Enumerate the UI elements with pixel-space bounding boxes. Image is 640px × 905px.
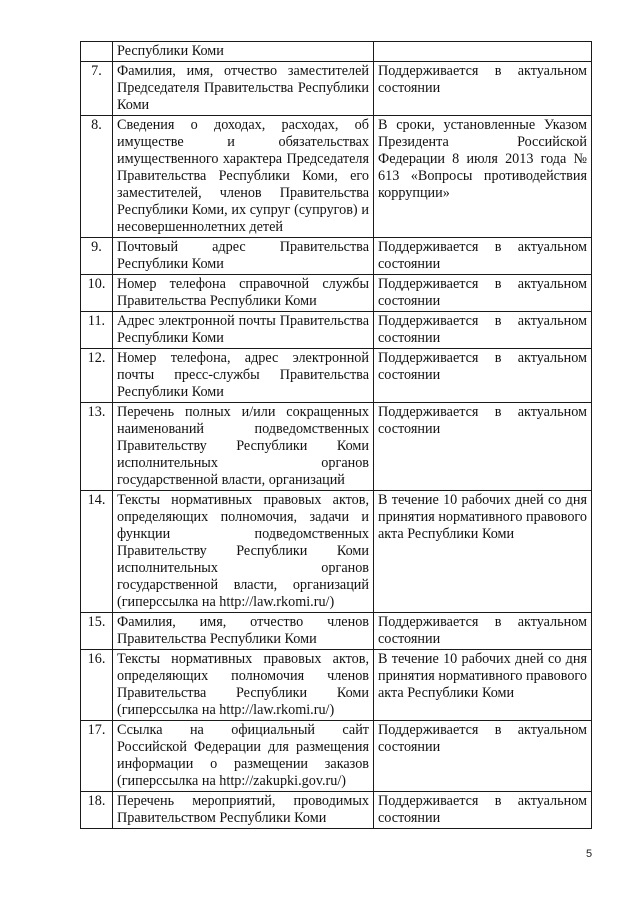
row-number: 14. [81, 491, 113, 613]
row-number: 8. [81, 116, 113, 238]
row-number: 16. [81, 650, 113, 721]
table-row [81, 349, 592, 403]
update-term: В течение 10 рабочих дней со дня принятия нормативного правового акта Республики Коми [374, 650, 592, 721]
info-name: Тексты нормативных правовых актов, определяющих полномочия, задачи и функции подведомственных Правительству Республики Коми исполнительных органов государственной власти, организаций (гиперссылка на http://law.rkomi.ru/) [113, 491, 374, 613]
table-row [81, 650, 592, 721]
table-row [81, 312, 592, 349]
row-number: 9. [81, 238, 113, 275]
update-term: Поддерживается в актуальном состоянии [374, 403, 592, 491]
row-number: 18. [81, 792, 113, 829]
update-term: Поддерживается в актуальном состоянии [374, 792, 592, 829]
info-name: Перечень мероприятий, проводимых Правительством Республики Коми [113, 792, 374, 829]
info-name: Фамилия, имя, отчество членов Правительства Республики Коми [113, 613, 374, 650]
info-name: Перечень полных и/или сокращенных наименований подведомственных Правительству Республики Коми исполнительных органов государственной власти, организаций [113, 403, 374, 491]
info-name: Республики Коми [113, 42, 374, 62]
update-term: В течение 10 рабочих дней со дня принятия нормативного правового акта Республики Коми [374, 491, 592, 613]
row-number: 15. [81, 613, 113, 650]
update-term: Поддерживается в актуальном состоянии [374, 62, 592, 116]
table-row [81, 238, 592, 275]
update-term: Поддерживается в актуальном состоянии [374, 238, 592, 275]
info-name: Номер телефона, адрес электронной почты пресс-службы Правительства Республики Коми [113, 349, 374, 403]
update-term: В сроки, установленные Указом Президента Российской Федерации 8 июля 2013 года № 613 «Вопросы противодействия коррупции» [374, 116, 592, 238]
row-number [81, 42, 113, 62]
table-row [81, 62, 592, 116]
info-name: Почтовый адрес Правительства Республики Коми [113, 238, 374, 275]
row-number: 13. [81, 403, 113, 491]
page-number: 5 [586, 848, 593, 860]
row-number: 17. [81, 721, 113, 792]
info-name: Сведения о доходах, расходах, об имуществе и обязательствах имущественного характера Председателя Правительства Республики Коми, его заместителей, членов Правительства Республики Коми, их супруг (супругов) и несовершеннолетних детей [113, 116, 374, 238]
info-name: Адрес электронной почты Правительства Республики Коми [113, 312, 374, 349]
row-number: 12. [81, 349, 113, 403]
row-number: 7. [81, 62, 113, 116]
update-term: Поддерживается в актуальном состоянии [374, 312, 592, 349]
info-name: Фамилия, имя, отчество заместителей Председателя Правительства Республики Коми [113, 62, 374, 116]
row-number: 10. [81, 275, 113, 312]
table-row [81, 491, 592, 613]
info-name: Номер телефона справочной службы Правительства Республики Коми [113, 275, 374, 312]
table-row [81, 116, 592, 238]
update-term [374, 42, 592, 62]
update-term: Поддерживается в актуальном состоянии [374, 275, 592, 312]
information-table [80, 41, 592, 829]
table-row [81, 42, 592, 62]
table-row [81, 613, 592, 650]
table-row [81, 275, 592, 312]
row-number: 11. [81, 312, 113, 349]
table-row [81, 721, 592, 792]
info-name: Ссылка на официальный сайт Российской Федерации для размещения информации о размещении заказов (гиперссылка на http://zakupki.gov.ru/) [113, 721, 374, 792]
update-term: Поддерживается в актуальном состоянии [374, 349, 592, 403]
table-row [81, 403, 592, 491]
info-name: Тексты нормативных правовых актов, определяющих полномочия членов Правительства Республики Коми (гиперссылка на http://law.rkomi.ru/) [113, 650, 374, 721]
update-term: Поддерживается в актуальном состоянии [374, 613, 592, 650]
update-term: Поддерживается в актуальном состоянии [374, 721, 592, 792]
table-row [81, 792, 592, 829]
